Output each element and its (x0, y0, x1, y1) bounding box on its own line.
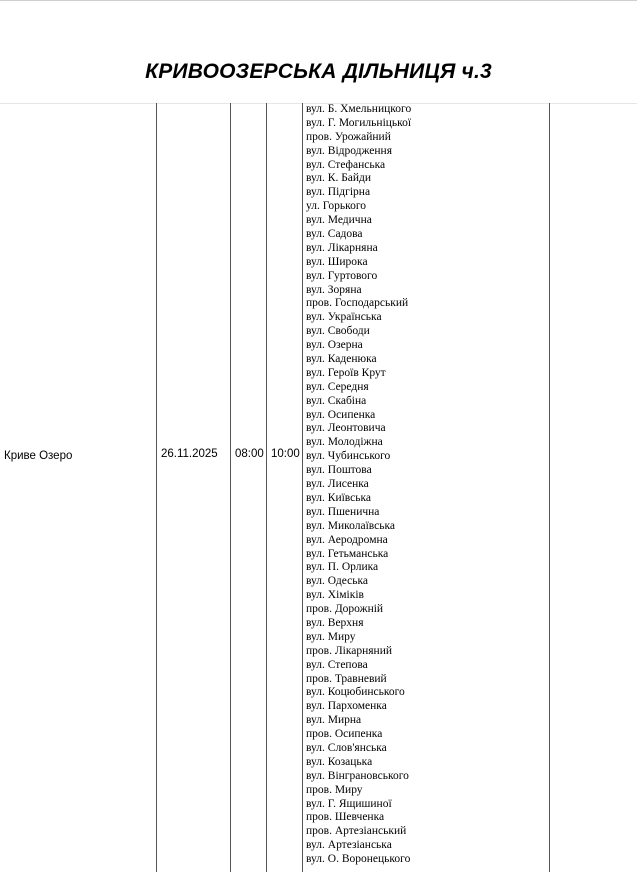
street-item: вул. Свободи (306, 325, 370, 338)
street-item: вул. Озерна (306, 339, 363, 352)
street-item: пров. Лікарняний (306, 644, 393, 657)
street-item: вул. Героїв Крут (306, 366, 386, 379)
street-item: вул. Садова (306, 228, 363, 241)
street-item: вул. Пшенична (306, 505, 380, 518)
street-item: вул. Г. Могильніцької (306, 116, 412, 129)
column-divider (230, 103, 231, 872)
column-divider (302, 103, 303, 872)
street-item: вул. Вінграновського (306, 769, 409, 782)
street-item: вул. Гуртового (306, 269, 378, 282)
street-item: вул. Леонтовича (306, 422, 386, 435)
street-item: вул. П. Орлика (306, 561, 379, 574)
street-item: вул. Лисенка (306, 478, 369, 491)
street-item: пров. Шевченка (306, 811, 385, 824)
date-cell: 26.11.2025 (161, 448, 218, 460)
street-item: пров. Господарський (306, 297, 409, 310)
start-time-cell: 08:00 (235, 448, 264, 460)
street-item: пров. Травневий (306, 672, 387, 685)
street-item: вул. Широка (306, 255, 368, 268)
street-item: вул. Г. Ящишиної (306, 797, 392, 810)
street-item: вул. Б. Хмельницкого (306, 103, 412, 115)
column-divider (549, 103, 550, 872)
street-item: вул. Мирна (306, 714, 362, 727)
column-divider (266, 103, 267, 872)
street-item: вул. Осипенка (306, 408, 376, 421)
street-item: пров. Урожайний (306, 130, 391, 143)
street-item: пров. Дорожній (306, 603, 384, 616)
top-border (0, 0, 637, 1)
street-item: вул. Хіміків (306, 589, 364, 602)
street-item: вул. Миру (306, 630, 356, 643)
street-item: вул. Коцюбинського (306, 686, 405, 699)
street-item: вул. Степова (306, 658, 368, 671)
street-item: вул. Верхня (306, 616, 364, 629)
schedule-table (0, 103, 637, 872)
street-item: вул. Поштова (306, 464, 372, 477)
street-item: вул. Слов'янська (306, 741, 387, 754)
street-item: вул. Миколаївська (306, 519, 396, 532)
column-divider (156, 103, 157, 872)
street-item: вул. Лікарняна (306, 241, 378, 254)
street-item: вул. Одеська (306, 575, 369, 588)
street-item: вул. Середня (306, 380, 369, 393)
street-item: вул. Козацька (306, 755, 373, 768)
street-item: вул. Київська (306, 491, 372, 504)
street-item: вул. Українська (306, 311, 382, 324)
street-item: вул. К. Байди (306, 172, 372, 185)
street-item: вул. Каденюка (306, 353, 377, 366)
street-item: вул. Підгірна (306, 186, 371, 199)
street-item: вул. Молодіжна (306, 436, 383, 449)
street-item: пров. Артезіанський (306, 825, 407, 838)
street-item: вул. Скабіна (306, 394, 367, 407)
street-item: вул. О. Воронецького (306, 853, 411, 866)
street-item: вул. Артезіанська (306, 839, 392, 852)
street-item: вул. Чубинського (306, 450, 391, 463)
street-item: вул. Медична (306, 214, 372, 227)
street-item: вул. Зоряна (306, 283, 362, 296)
page-title: КРИВООЗЕРСЬКА ДІЛЬНИЦЯ ч.3 (145, 60, 492, 83)
settlement-cell: Криве Озеро (4, 450, 73, 462)
street-item: вул. Гетьманська (306, 547, 389, 560)
street-item: пров. Миру (306, 783, 363, 796)
street-item: вул. Відродження (306, 144, 393, 157)
street-item: пров. Осипенка (306, 728, 383, 741)
end-time-cell: 10:00 (271, 448, 300, 460)
street-item: вул. Аеродромна (306, 533, 388, 546)
street-list (306, 103, 411, 867)
street-item: вул. Пархоменка (306, 700, 387, 713)
street-item: ул. Горького (306, 200, 367, 213)
street-item: вул. Стефанська (306, 158, 386, 171)
